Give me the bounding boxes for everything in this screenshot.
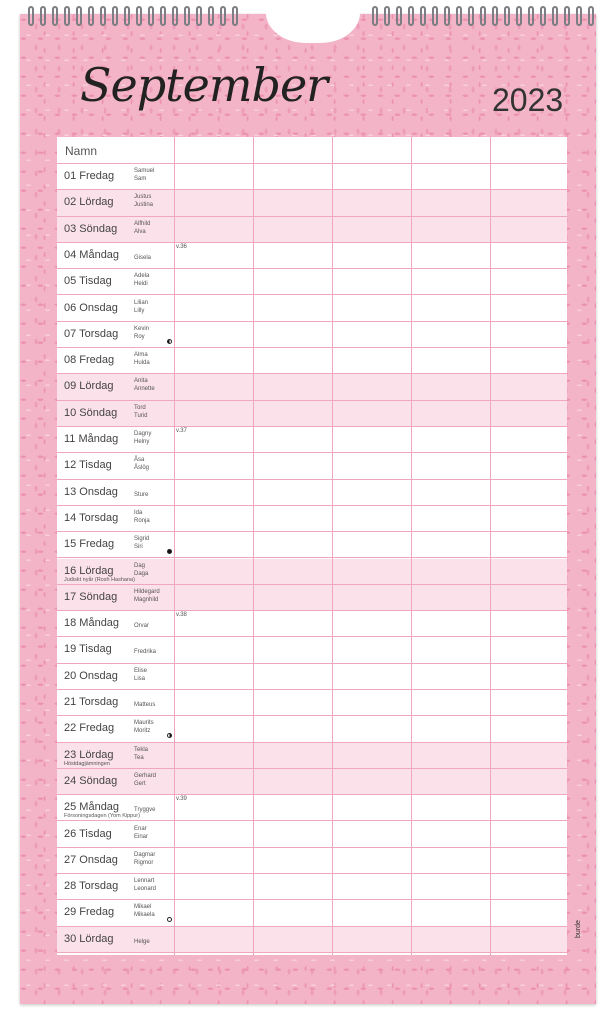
spiral-coil (504, 6, 510, 26)
spiral-coil (456, 6, 462, 26)
name-day-names: Sture (134, 491, 149, 498)
day-date: 24 Söndag (64, 774, 118, 787)
day-date: 05 Tisdag (64, 275, 112, 288)
brand-label: burde (575, 920, 582, 938)
name-day-names: Maurits Moritz (134, 720, 154, 735)
day-date: 13 Onsdag (64, 485, 118, 498)
spiral-coil (208, 6, 214, 26)
week-number: v.36 (176, 243, 187, 250)
name-day-names: Ida Ronja (134, 509, 150, 524)
name-day-names: Helge (134, 938, 150, 945)
spiral-coil (40, 6, 46, 26)
day-date: 17 Söndag (64, 590, 118, 603)
name-day-names: Åsa Åslög (134, 457, 150, 472)
name-day-names: Lennart Leonard (134, 878, 157, 893)
name-day-names: Alma Hulda (134, 352, 150, 367)
column-divider (332, 137, 333, 955)
spiral-coil (564, 6, 570, 26)
day-date: 04 Måndag (64, 248, 120, 261)
week-number: v.38 (176, 612, 187, 619)
name-day-names: Sigrid Siri (134, 536, 150, 551)
spiral-coil (552, 6, 558, 26)
day-date: 26 Tisdag (64, 827, 112, 840)
day-date: 21 Torsdag (64, 696, 119, 708)
name-day-names: Lilian Lilly (134, 299, 149, 314)
moon-phase-icon (167, 733, 172, 738)
name-day-names: Dagmar Rigmor (134, 851, 156, 866)
day-date: 28 Torsdag (64, 880, 119, 893)
day-date: 22 Fredag (64, 722, 115, 735)
binding-spiral-right (372, 6, 594, 28)
name-day-names: Hildegard Magnhild (134, 588, 160, 603)
name-day-names: Dagny Helny (134, 431, 152, 445)
spiral-coil (232, 6, 238, 26)
moon-phase-icon (167, 339, 172, 344)
name-day-names: Dag Daga (134, 562, 149, 577)
spiral-coil (100, 6, 106, 26)
spiral-coil (52, 6, 58, 26)
spiral-coil (420, 6, 426, 26)
moon-phase-icon (167, 549, 172, 554)
spiral-coil (148, 6, 154, 26)
spiral-coil (588, 6, 594, 26)
week-number: v.37 (176, 428, 187, 434)
day-date: 06 Onsdag (64, 301, 118, 314)
day-date: 12 Tisdag (64, 459, 112, 472)
name-day-names: Orvar (134, 623, 149, 630)
day-date: 08 Fredag (64, 354, 115, 367)
names-header-label: Namn (65, 144, 98, 158)
day-date: 27 Onsdag (64, 853, 118, 866)
moon-phase-icon (167, 917, 172, 922)
spiral-coil (468, 6, 474, 26)
name-day-names: Gisela (134, 254, 152, 261)
spiral-coil (76, 6, 82, 26)
column-divider (174, 137, 175, 955)
day-date: 25 Måndag (64, 801, 120, 814)
spiral-coil (444, 6, 450, 26)
name-day-names: Tryggve (134, 807, 156, 814)
holiday-note: Judiskt nyår (Rosh Hashana) (64, 576, 135, 583)
spiral-coil (492, 6, 498, 26)
column-divider (490, 137, 491, 955)
name-day-names: Tord Turid (134, 404, 148, 419)
spiral-coil (136, 6, 142, 26)
spiral-coil (220, 6, 226, 26)
year-label: 2023 (492, 82, 564, 118)
week-number: v.39 (176, 796, 187, 803)
day-date: 11 Måndag (64, 433, 119, 445)
day-date: 14 Torsdag (64, 511, 119, 524)
name-day-names: Elise Lisa (134, 667, 148, 682)
spiral-coil (28, 6, 34, 26)
name-day-names: Kevin Roy (134, 325, 150, 340)
day-date: 20 Onsdag (64, 669, 118, 682)
spiral-coil (196, 6, 202, 26)
column-divider (411, 137, 412, 955)
day-date: 02 Lördag (64, 196, 114, 209)
day-date: 29 Fredag (64, 906, 115, 919)
day-date: 07 Torsdag (64, 327, 119, 340)
day-date: 01 Fredag (64, 170, 115, 182)
spiral-coil (528, 6, 534, 26)
name-day-names: Alfhild Alva (134, 220, 151, 235)
day-date: 30 Lördag (64, 932, 114, 945)
name-day-names: Enar Einar (134, 825, 149, 840)
spiral-coil (112, 6, 118, 26)
name-day-names: Fredrika (134, 649, 157, 656)
month-title: September (80, 58, 328, 112)
spiral-coil (516, 6, 522, 26)
name-day-names: Justus Justina (134, 194, 154, 209)
day-date: 09 Lördag (64, 380, 114, 393)
name-day-names: Gerhard Gert (134, 772, 157, 787)
spiral-coil (408, 6, 414, 26)
spiral-coil (64, 6, 70, 26)
name-day-names: Samuel Sam (134, 168, 155, 182)
spiral-coil (184, 6, 190, 26)
binding-spiral-left (28, 6, 238, 28)
spiral-coil (172, 6, 178, 26)
spiral-coil (88, 6, 94, 26)
spiral-coil (160, 6, 166, 26)
spiral-coil (540, 6, 546, 26)
name-day-names: Anita Annette (134, 378, 155, 393)
holiday-note: Höstdagjämningen (64, 760, 110, 767)
holiday-note: Försoningsdagen (Yom Kippur) (64, 813, 140, 820)
spiral-coil (124, 6, 130, 26)
day-date: 23 Lördag (64, 748, 114, 761)
calendar-grid (57, 137, 567, 955)
spiral-coil (384, 6, 390, 26)
spiral-coil (372, 6, 378, 26)
spiral-coil (480, 6, 486, 26)
spiral-coil (432, 6, 438, 26)
name-day-names: Mikael Mikaela (134, 904, 155, 919)
day-date: 18 Måndag (64, 617, 120, 630)
column-divider (253, 137, 254, 955)
day-date: 03 Söndag (64, 222, 118, 235)
name-day-names: Matteus (134, 702, 156, 708)
spiral-coil (396, 6, 402, 26)
name-day-names: Tekla Tea (134, 746, 149, 761)
day-date: 19 Tisdag (64, 643, 112, 656)
name-day-names: Adela Heidi (134, 273, 150, 288)
day-date: 16 Lördag (64, 564, 114, 577)
day-date: 10 Söndag (64, 406, 118, 419)
day-date: 15 Fredag (64, 538, 115, 551)
spiral-coil (576, 6, 582, 26)
